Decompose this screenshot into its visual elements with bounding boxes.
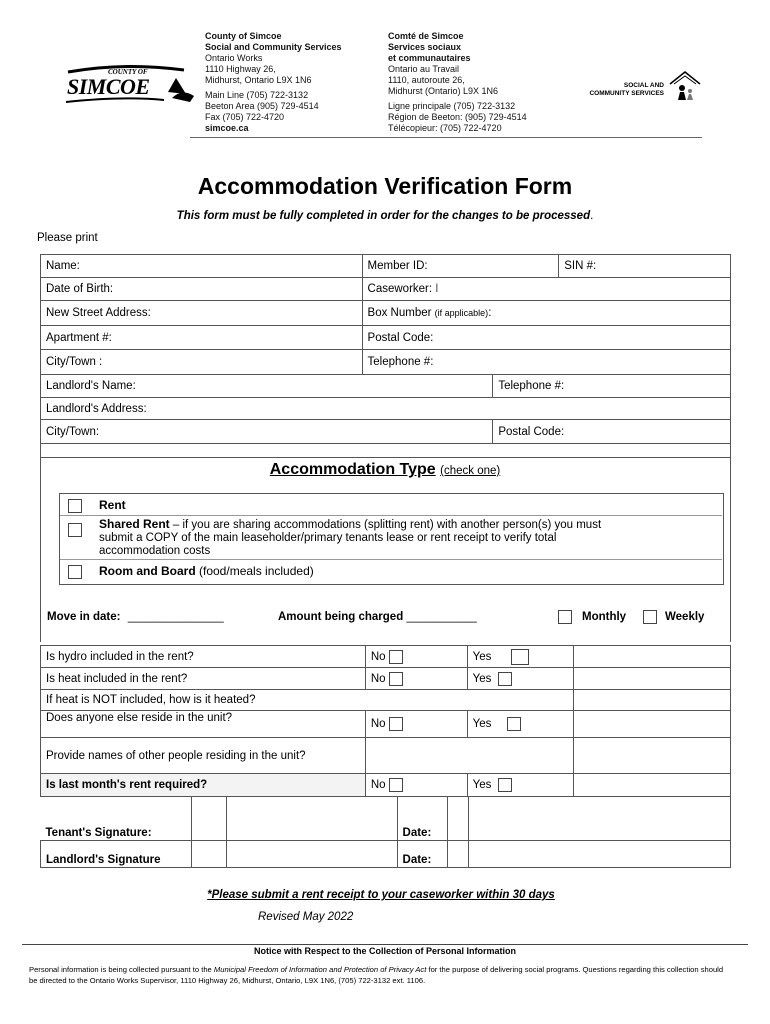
landlord-postal-field[interactable]: Postal Code: <box>493 420 731 444</box>
answer-no <box>365 646 467 668</box>
header-line: 1110, autoroute 26, <box>388 75 465 85</box>
city-field[interactable]: City/Town : <box>41 350 363 375</box>
county-logo <box>64 64 196 106</box>
check-one-note: (check one) <box>440 465 501 477</box>
notice-act: Municipal Freedom of Information and Protection of Privacy Act <box>213 965 427 974</box>
yes-label: Yes <box>472 718 492 731</box>
no-label: No <box>370 672 386 685</box>
services-logo-line: COMMUNITY SERVICES <box>589 90 664 97</box>
yes-checkbox[interactable] <box>498 672 512 686</box>
question-others-reside: Does anyone else reside in the unit? <box>41 711 366 738</box>
county-of-text: COUNTY OF <box>108 68 148 76</box>
answer-notes[interactable] <box>574 774 731 797</box>
header-line: Social and Community Services <box>205 42 342 52</box>
notice-text: for the purpose of delivering social programs. Questions regarding this collection should be directed to the Ontario Works Supervisor, 1110 Highway 26, Midhurst, Ontario, L9X 1N6, (705) 722-3132 ext. 1106. <box>29 965 724 985</box>
landlord-date-field[interactable] <box>469 841 731 868</box>
room-board-option <box>99 564 314 578</box>
room-board-checkbox[interactable] <box>68 565 82 579</box>
simcoe-text: SIMCOE <box>67 74 150 99</box>
weekly-checkbox[interactable] <box>643 610 657 624</box>
answer-notes[interactable] <box>574 690 731 711</box>
rent-receipt-note: *Please submit a rent receipt to your caseworker within 30 days <box>207 889 555 901</box>
tenant-date-label: Date: <box>397 797 447 841</box>
subtitle-text: This form must be fully completed in order for the changes to be processed <box>176 210 591 222</box>
member-id-field[interactable]: Member ID: <box>362 255 559 278</box>
notice-body <box>29 965 729 986</box>
header-line: Télécopieur: (705) 722-4720 <box>388 123 502 133</box>
dob-field[interactable]: Date of Birth: <box>41 278 363 301</box>
yes-label: Yes <box>472 672 492 685</box>
text-cursor: I <box>435 283 439 295</box>
please-print: Please print <box>37 232 98 244</box>
question-heating-method: If heat is NOT included, how is it heated? <box>41 690 574 711</box>
landlord-signature-field[interactable] <box>226 841 397 868</box>
no-checkbox[interactable] <box>389 778 403 792</box>
answer-notes[interactable] <box>574 711 731 738</box>
amount-line[interactable]: ___________ <box>406 611 477 623</box>
yes-label: Yes <box>472 779 492 792</box>
no-label: No <box>370 650 386 663</box>
landlord-signature-box[interactable] <box>191 841 226 868</box>
answer-notes[interactable] <box>574 668 731 690</box>
answer-notes[interactable] <box>574 738 731 774</box>
family-house-icon <box>668 70 702 102</box>
shared-rent-desc: – if you are sharing accommodations (splitting rent) with another person(s) you must <box>169 519 602 531</box>
accommodation-heading <box>0 461 770 479</box>
tenant-date-field[interactable] <box>469 797 731 841</box>
header-line: Fax (705) 722-4720 <box>205 112 285 122</box>
answer-yes <box>467 711 574 738</box>
caseworker-field[interactable] <box>362 278 730 301</box>
room-board-desc: (food/meals included) <box>195 564 314 578</box>
notice-text: Personal information is being collected pursuant to the <box>29 965 214 974</box>
monthly-checkbox[interactable] <box>558 610 572 624</box>
question-other-names: Provide names of other people residing in the unit? <box>41 738 366 774</box>
yes-checkbox[interactable] <box>498 778 512 792</box>
tenant-signature-box[interactable] <box>191 797 226 841</box>
client-info-table <box>40 254 731 375</box>
header-line: Région de Beeton: (905) 729-4514 <box>388 112 527 122</box>
other-names-answer[interactable] <box>365 738 574 774</box>
landlord-date-box[interactable] <box>447 841 469 868</box>
amount-label: Amount being charged <box>278 611 404 623</box>
header-line: Midhurst (Ontario) L9X 1N6 <box>388 86 499 96</box>
yes-label: Yes <box>472 650 492 663</box>
answer-yes <box>467 668 574 690</box>
header-divider <box>190 137 702 138</box>
street-address-field[interactable]: New Street Address: <box>41 301 363 326</box>
accommodation-type-title: Accommodation Type <box>269 461 436 478</box>
caseworker-label: Caseworker: <box>367 283 433 295</box>
answer-no <box>365 774 467 797</box>
page-title: Accommodation Verification Form <box>197 173 573 199</box>
question-hydro: Is hydro included in the rent? <box>41 646 366 668</box>
name-field[interactable]: Name: <box>41 255 363 278</box>
answer-yes <box>467 646 574 668</box>
header-line: County of Simcoe <box>205 31 282 41</box>
question-last-month: Is last month's rent required? <box>41 774 366 797</box>
landlord-signature-label: Landlord's Signature <box>41 841 192 868</box>
landlord-city-field[interactable]: City/Town: <box>41 420 493 444</box>
header-line: Midhurst, Ontario L9X 1N6 <box>205 75 312 85</box>
questions-table <box>40 645 731 797</box>
header-line: Comté de Simcoe <box>388 31 464 41</box>
no-checkbox[interactable] <box>389 650 403 664</box>
yes-checkbox[interactable] <box>511 649 529 665</box>
header-line: 1110 Highway 26, <box>205 64 276 74</box>
signature-table <box>40 796 731 868</box>
shared-rent-label: Shared Rent <box>99 517 170 531</box>
header-line: Ontario Works <box>205 53 263 63</box>
form-subtitle: This form must be fully completed in order for the changes to be processed. <box>176 210 594 222</box>
apartment-field[interactable]: Apartment #: <box>41 326 363 350</box>
header-line: Main Line (705) 722-3132 <box>205 90 309 100</box>
services-logo-line: SOCIAL AND <box>623 82 664 89</box>
move-in-label: Move in date: <box>47 611 121 623</box>
shared-rent-desc: accommodation costs <box>99 545 211 557</box>
move-in-row <box>47 611 224 623</box>
landlord-info-table <box>40 374 731 458</box>
box-number-field[interactable]: Box Number (if applicable): <box>362 301 730 326</box>
spacer-row <box>41 444 731 458</box>
header-line: Beeton Area (905) 729-4514 <box>205 101 319 111</box>
sin-field[interactable]: SIN #: <box>559 255 731 278</box>
header-line: Services sociaux <box>388 42 462 52</box>
move-in-line[interactable]: _______________ <box>127 611 224 623</box>
revised-date: Revised May 2022 <box>258 911 354 923</box>
room-board-label: Room and Board <box>99 564 196 578</box>
shared-rent-option <box>99 518 719 558</box>
box-number-note: (if applicable) <box>434 308 489 318</box>
header-line: et communautaires <box>388 53 471 63</box>
header-line: Ligne principale (705) 722-3132 <box>388 101 516 111</box>
french-address-block <box>388 31 527 134</box>
tenant-date-box[interactable] <box>447 797 469 841</box>
no-label: No <box>370 779 386 792</box>
no-checkbox[interactable] <box>389 672 403 686</box>
header-line: Ontario au Travail <box>388 64 460 74</box>
box-number-label: Box Number <box>367 307 432 319</box>
landlord-name-field[interactable]: Landlord's Name: <box>41 375 493 398</box>
no-checkbox[interactable] <box>389 717 403 731</box>
yes-checkbox[interactable] <box>507 717 521 731</box>
answer-notes[interactable] <box>574 646 731 668</box>
shared-rent-desc: submit a COPY of the main leaseholder/primary tenants lease or rent receipt to verify total <box>99 532 557 544</box>
landlord-address-field[interactable]: Landlord's Address: <box>41 398 731 420</box>
header-website: simcoe.ca <box>205 123 249 133</box>
answer-yes <box>467 774 574 797</box>
services-logo <box>572 70 704 102</box>
amount-row <box>278 611 477 623</box>
tenant-signature-label: Tenant's Signature: <box>41 797 192 841</box>
landlord-date-label: Date: <box>397 841 447 868</box>
question-heat: Is heat included in the rent? <box>41 668 366 690</box>
no-label: No <box>370 718 386 731</box>
monthly-label: Monthly <box>582 611 627 623</box>
postal-code-field[interactable]: Postal Code: <box>362 326 730 350</box>
notice-divider <box>22 944 748 945</box>
weekly-label: Weekly <box>665 611 705 623</box>
shared-rent-checkbox[interactable] <box>68 523 82 537</box>
tenant-signature-field[interactable] <box>226 797 397 841</box>
telephone-field[interactable]: Telephone #: <box>362 350 730 375</box>
options-divider <box>60 559 722 560</box>
answer-no <box>365 668 467 690</box>
notice-title: Notice with Respect to the Collection of Personal Information <box>253 946 517 956</box>
rent-checkbox[interactable] <box>68 499 82 513</box>
english-address-block <box>205 31 342 134</box>
options-divider <box>60 515 722 516</box>
rent-label: Rent <box>99 498 126 512</box>
answer-no <box>365 711 467 738</box>
landlord-telephone-field[interactable]: Telephone #: <box>493 375 731 398</box>
